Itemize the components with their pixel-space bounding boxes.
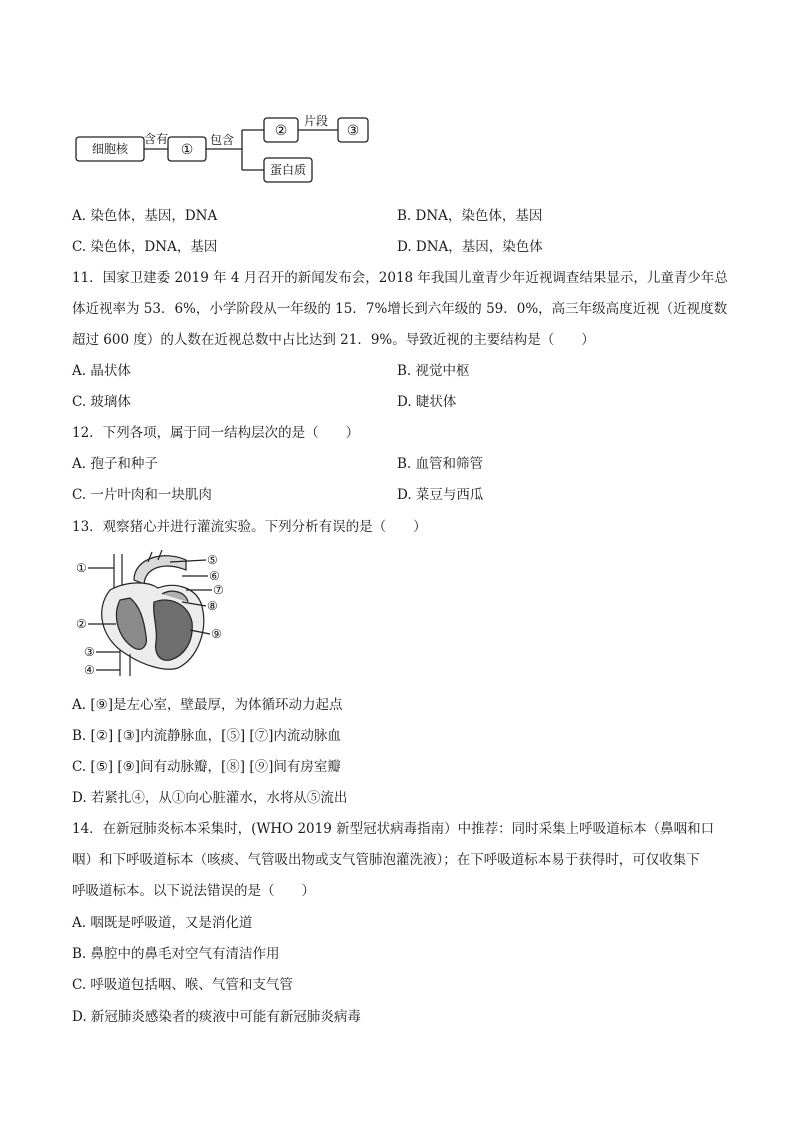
heart-label-9: ⑨ bbox=[211, 627, 222, 641]
includes-label: 包含 bbox=[209, 133, 235, 147]
q12-stem: 12．下列各项，属于同一结构层次的是（ ） bbox=[72, 425, 360, 441]
q12-option-b: B. 血管和筛管 bbox=[397, 456, 484, 472]
box-3-label: ③ bbox=[346, 124, 360, 139]
box-1-label: ① bbox=[180, 143, 194, 158]
q11-option-b: B. 视觉中枢 bbox=[397, 363, 470, 379]
q11-stem-line-2: 体近视率为 53．6%，小学阶段从一年级的 15．7%增长到六年级的 59．0%，高三年级高度近视（近视度数 bbox=[72, 301, 728, 317]
q13-option-a: A. [⑨]是左心室，壁最厚，为体循环动力起点 bbox=[72, 697, 343, 713]
heart-label-6: ⑥ bbox=[209, 569, 220, 583]
heart-label-1: ① bbox=[76, 561, 87, 575]
q13-option-d: D. 若紧扎④，从①向心脏灌水，水将从⑤流出 bbox=[72, 790, 348, 806]
q14-option-b: B. 鼻腔中的鼻毛对空气有清洁作用 bbox=[72, 946, 280, 962]
q13-stem: 13．观察猪心并进行灌流实验。下列分析有误的是（ ） bbox=[72, 519, 427, 535]
heart-label-7: ⑦ bbox=[213, 583, 224, 597]
q13-option-b: B. [②] [③]内流静脉血，[⑤] [⑦]内流动脉血 bbox=[72, 728, 341, 744]
q14-option-a: A. 咽既是呼吸道，又是消化道 bbox=[72, 915, 253, 931]
q14-stem-line-1: 14．在新冠肺炎标本采集时，(WHO 2019 新型冠状病毒指南）中推荐：同时采集上呼吸道标本（鼻咽和口 bbox=[72, 821, 715, 837]
heart-label-2: ② bbox=[76, 617, 87, 631]
q10-option-c: C. 染色体，DNA，基因 bbox=[72, 239, 218, 255]
q10-option-d: D. DNA，基因，染色体 bbox=[397, 239, 543, 255]
q10-option-a: A. 染色体，基因，DNA bbox=[72, 208, 218, 224]
protein-box-label: 蛋白质 bbox=[269, 163, 307, 177]
segment-label: 片段 bbox=[303, 114, 329, 128]
nucleus-concept-diagram bbox=[72, 112, 372, 192]
box-2-label: ② bbox=[274, 124, 288, 139]
q12-option-c: C. 一片叶肉和一块肌肉 bbox=[72, 487, 212, 503]
q14-option-d: D. 新冠肺炎感染者的痰液中可能有新冠肺炎病毒 bbox=[72, 1009, 361, 1025]
nucleus-box-label: 细胞核 bbox=[91, 142, 129, 156]
q11-option-d: D. 睫状体 bbox=[397, 394, 457, 410]
contains-label: 含有 bbox=[143, 132, 169, 146]
q12-option-a: A. 孢子和种子 bbox=[72, 456, 158, 472]
heart-diagram bbox=[74, 550, 234, 680]
q13-option-c: C. [⑤] [⑨]间有动脉瓣，[⑧] [⑨]间有房室瓣 bbox=[72, 759, 341, 775]
q10-option-b: B. DNA，染色体，基因 bbox=[397, 208, 543, 224]
q11-stem-line-3: 超过 600 度）的人数在近视总数中占比达到 21．9%。导致近视的主要结构是（ ） bbox=[72, 332, 595, 348]
q12-option-d: D. 菜豆与西瓜 bbox=[397, 487, 484, 503]
heart-label-3: ③ bbox=[84, 645, 95, 659]
q14-option-c: C. 呼吸道包括咽、喉、气管和支气管 bbox=[72, 977, 293, 993]
heart-label-5: ⑤ bbox=[207, 553, 218, 567]
heart-label-8: ⑧ bbox=[207, 599, 218, 613]
q14-stem-line-2: 咽）和下呼吸道标本（咳痰、气管吸出物或支气管肺泡灌洗液）；在下呼吸道标本易于获得时，可仅收集下 bbox=[72, 852, 700, 868]
q14-stem-line-3: 呼吸道标本。以下说法错误的是（ ） bbox=[72, 883, 315, 899]
q11-option-a: A. 晶状体 bbox=[72, 363, 131, 379]
q11-stem-line-1: 11．国家卫建委 2019 年 4 月召开的新闻发布会，2018 年我国儿童青少年近视调查结果显示，儿童青少年总 bbox=[72, 270, 728, 286]
q11-option-c: C. 玻璃体 bbox=[72, 394, 131, 410]
heart-label-4: ④ bbox=[84, 663, 95, 677]
